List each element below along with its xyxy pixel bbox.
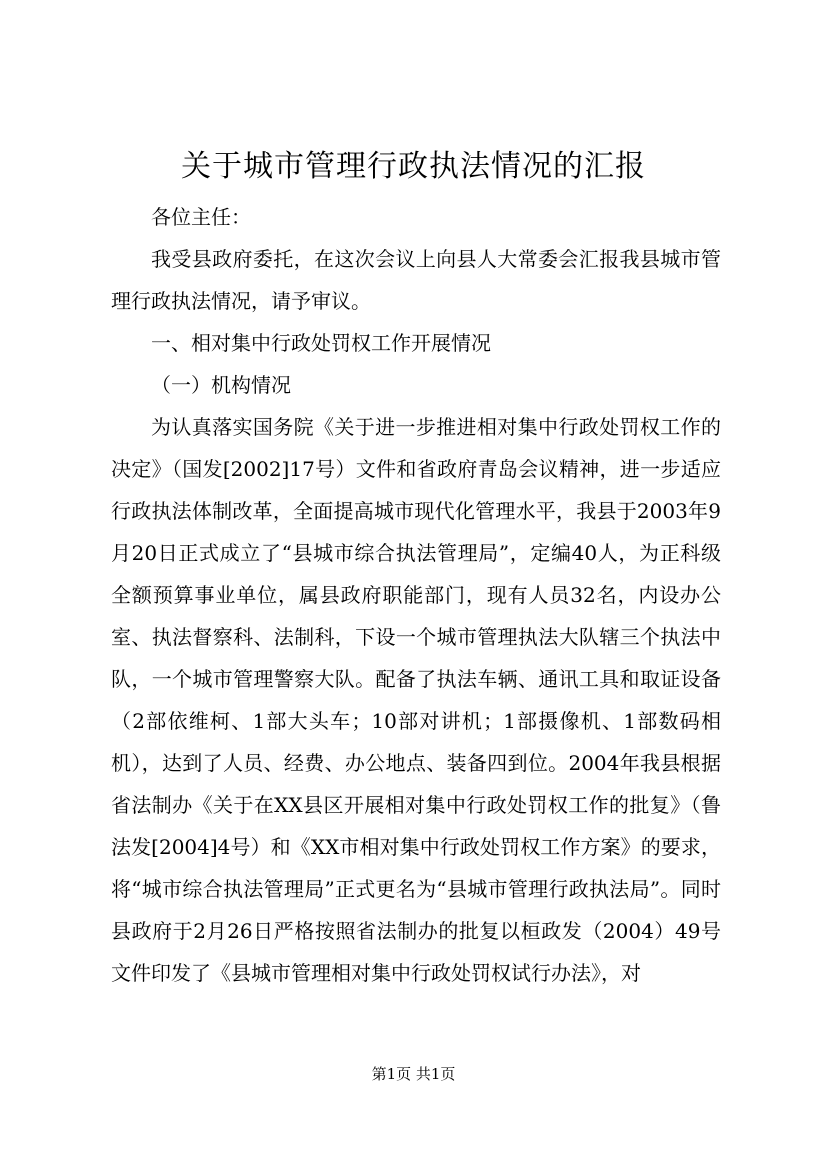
- document-title: 关于城市管理行政执法情况的汇报: [181, 149, 646, 184]
- body-paragraph: 为认真落实国务院《关于进一步推进相对集中行政处罚权工作的决定》（国发[2002]17号）文件和省政府青岛会议精神，进一步适应行政执法体制改革，全面提高城市现代化管理水平，我县于2003年9月20日正式成立了“县城市综合执法管理局”，定编40人，为正科级全额预算事业单位，属县政府职能部门，现有人员32名，内设办公室、执法督察科、法制科，下设一个城市管理执法大队辖三个执法中队，一个城市管理警察大队。配备了执法车辆、通讯工具和取证设备（2部依维柯、1部大头车；10部对讲机；1部摄像机、1部数码相机），达到了人员、经费、办公地点、装备四到位。2004年我县根据省法制办《关于在XX县区开展相对集中行政处罚权工作的批复》（鲁法发[2004]4号）和《XX市相对集中行政处罚权工作方案》的要求，将“城市综合执法管理局”正式更名为“县城市管理行政执法局”。同时县政府于2月26日严格按照省法制办的批复以桓政发（2004）49号文件印发了《县城市管理相对集中行政处罚权试行办法》，对: [111, 415, 721, 985]
- section-heading: 一、相对集中行政处罚权工作开展情况: [151, 331, 491, 355]
- document-body: [111, 196, 721, 994]
- subsection-heading: （一）机构情况: [151, 373, 291, 397]
- intro-paragraph: 我受县政府委托，在这次会议上向县人大常委会汇报我县城市管理行政执法情况，请予审议。: [111, 247, 721, 313]
- page-footer: 第1页 共1页: [371, 1065, 456, 1083]
- salutation: 各位主任：: [151, 205, 251, 229]
